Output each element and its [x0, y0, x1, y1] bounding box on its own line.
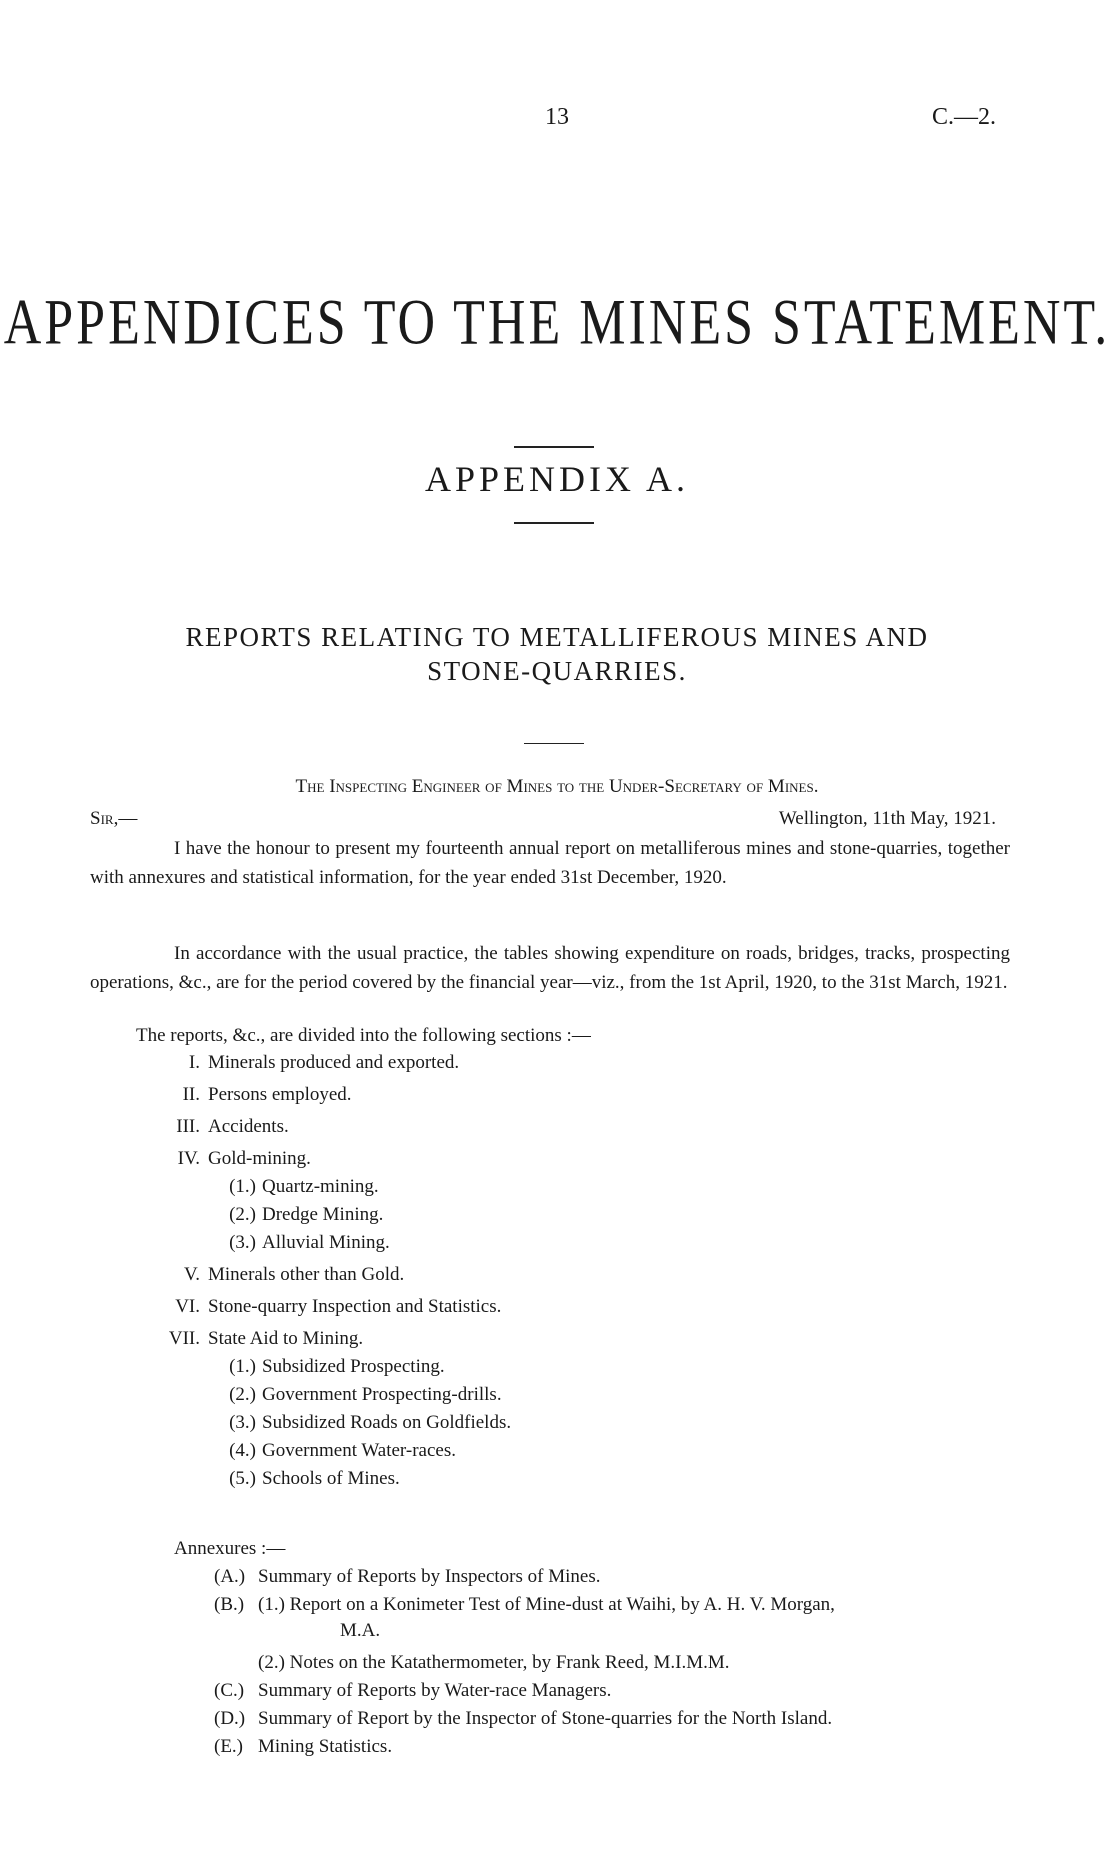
subsection-number: (5.) — [229, 1468, 256, 1489]
report-subtitle — [110, 620, 1004, 688]
subsection-label: Subsidized Prospecting. — [262, 1356, 445, 1377]
annexure-letter: (A.) — [214, 1566, 246, 1587]
letter-salutation: Sir,— — [90, 808, 138, 829]
list-item — [216, 1440, 456, 1462]
rule-below-subtitle — [524, 743, 584, 744]
subsection-number: (3.) — [229, 1412, 256, 1433]
section-number: IV. — [177, 1148, 200, 1169]
list-item — [214, 1566, 600, 1588]
section-label: Persons employed. — [208, 1084, 352, 1105]
annexure-text: Summary of Reports by Inspectors of Mines. — [258, 1566, 601, 1587]
subsection-label: Alluvial Mining. — [262, 1232, 390, 1253]
section-number: II. — [182, 1084, 200, 1105]
subsection-number: (3.) — [229, 1232, 256, 1253]
document-code: C.—2. — [931, 104, 996, 130]
section-number: III. — [176, 1116, 200, 1137]
section-label: Gold-mining. — [208, 1148, 311, 1169]
section-label: Minerals other than Gold. — [208, 1264, 405, 1285]
section-number: I. — [188, 1052, 200, 1073]
section-label: Stone-quarry Inspection and Statistics. — [208, 1296, 502, 1317]
annexure-text: Summary of Report by the Inspector of Stone-quarries for the North Island. — [258, 1708, 833, 1729]
annexure-text: Summary of Reports by Water-race Managers. — [258, 1680, 612, 1701]
subsection-label: Government Prospecting-drills. — [262, 1384, 502, 1405]
rule-below-appendix — [514, 522, 594, 524]
list-item — [160, 1264, 404, 1286]
page-number: 13 — [545, 104, 569, 130]
subtitle-line-1: REPORTS RELATING TO METALLIFEROUS MINES AND — [185, 622, 929, 652]
list-item — [258, 1652, 730, 1674]
list-item — [160, 1148, 311, 1170]
subsection-label: Subsidized Roads on Goldfields. — [262, 1412, 512, 1433]
list-item — [216, 1176, 379, 1198]
main-title: APPENDICES TO THE MINES STATEMENT. — [3, 287, 1111, 359]
section-label: Accidents. — [208, 1116, 289, 1137]
letter-dateline: Wellington, 11th May, 1921. — [778, 808, 996, 829]
list-item — [160, 1116, 289, 1138]
list-item — [216, 1356, 445, 1378]
list-item — [214, 1680, 611, 1702]
appendix-heading: APPENDIX A. — [424, 459, 690, 499]
list-item — [216, 1384, 502, 1406]
annexure-letter: (E.) — [214, 1736, 244, 1757]
annexure-text: Mining Statistics. — [258, 1736, 393, 1757]
subsection-label: Quartz-mining. — [262, 1176, 379, 1197]
letter-paragraph-1: I have the honour to present my fourteenth annual report on metalliferous mines and stone-quarries, together with annexures and statistical information, for the year ended 31st December, 1920. — [90, 838, 1010, 888]
section-label: State Aid to Mining. — [208, 1328, 364, 1349]
list-item — [214, 1708, 832, 1730]
subsection-number: (4.) — [229, 1440, 256, 1461]
list-item — [160, 1296, 501, 1318]
annexure-letter: (D.) — [214, 1708, 246, 1729]
subsection-label: Dredge Mining. — [262, 1204, 384, 1225]
section-label: Minerals produced and exported. — [208, 1052, 460, 1073]
list-item — [160, 1084, 352, 1106]
list-item — [216, 1468, 400, 1490]
annexure-letter: (B.) — [214, 1594, 245, 1615]
subsection-number: (2.) — [229, 1384, 256, 1405]
subsection-number: (1.) — [229, 1176, 256, 1197]
annexure-text: M.A. — [340, 1620, 381, 1641]
annexure-text: (2.) Notes on the Katathermometer, by Frank Reed, M.I.M.M. — [258, 1652, 730, 1673]
annexures-heading: Annexures :— — [174, 1538, 286, 1559]
section-number: VII. — [168, 1328, 200, 1349]
list-item — [160, 1328, 363, 1350]
subtitle-line-2: STONE-QUARRIES. — [427, 656, 687, 686]
subsection-label: Government Water-races. — [262, 1440, 456, 1461]
section-number: VI. — [175, 1296, 200, 1317]
rule-above-appendix — [514, 446, 594, 448]
sections-intro: The reports, &c., are divided into the following sections :— — [136, 1025, 591, 1046]
list-item — [160, 1052, 459, 1074]
subsection-label: Schools of Mines. — [262, 1468, 400, 1489]
letter-paragraph-2: In accordance with the usual practice, the tables showing expenditure on roads, bridges, tracks, prospecting operations, &c., are for the period covered by the financial year—viz., from the 1st April, 1920, to the 31st March, 1921. — [90, 943, 1010, 993]
list-item — [214, 1736, 392, 1758]
list-item — [216, 1204, 383, 1226]
list-item — [216, 1412, 511, 1434]
list-item — [214, 1594, 835, 1616]
subsection-number: (2.) — [229, 1204, 256, 1225]
subsection-number: (1.) — [229, 1356, 256, 1377]
list-item — [216, 1232, 390, 1254]
section-number: V. — [183, 1264, 200, 1285]
annexure-letter: (C.) — [214, 1680, 245, 1701]
list-item — [340, 1620, 380, 1642]
letter-addressee: The Inspecting Engineer of Mines to the Under-Secretary of Mines. — [295, 776, 819, 797]
annexure-text: (1.) Report on a Konimeter Test of Mine-dust at Waihi, by A. H. V. Morgan, — [258, 1594, 835, 1615]
